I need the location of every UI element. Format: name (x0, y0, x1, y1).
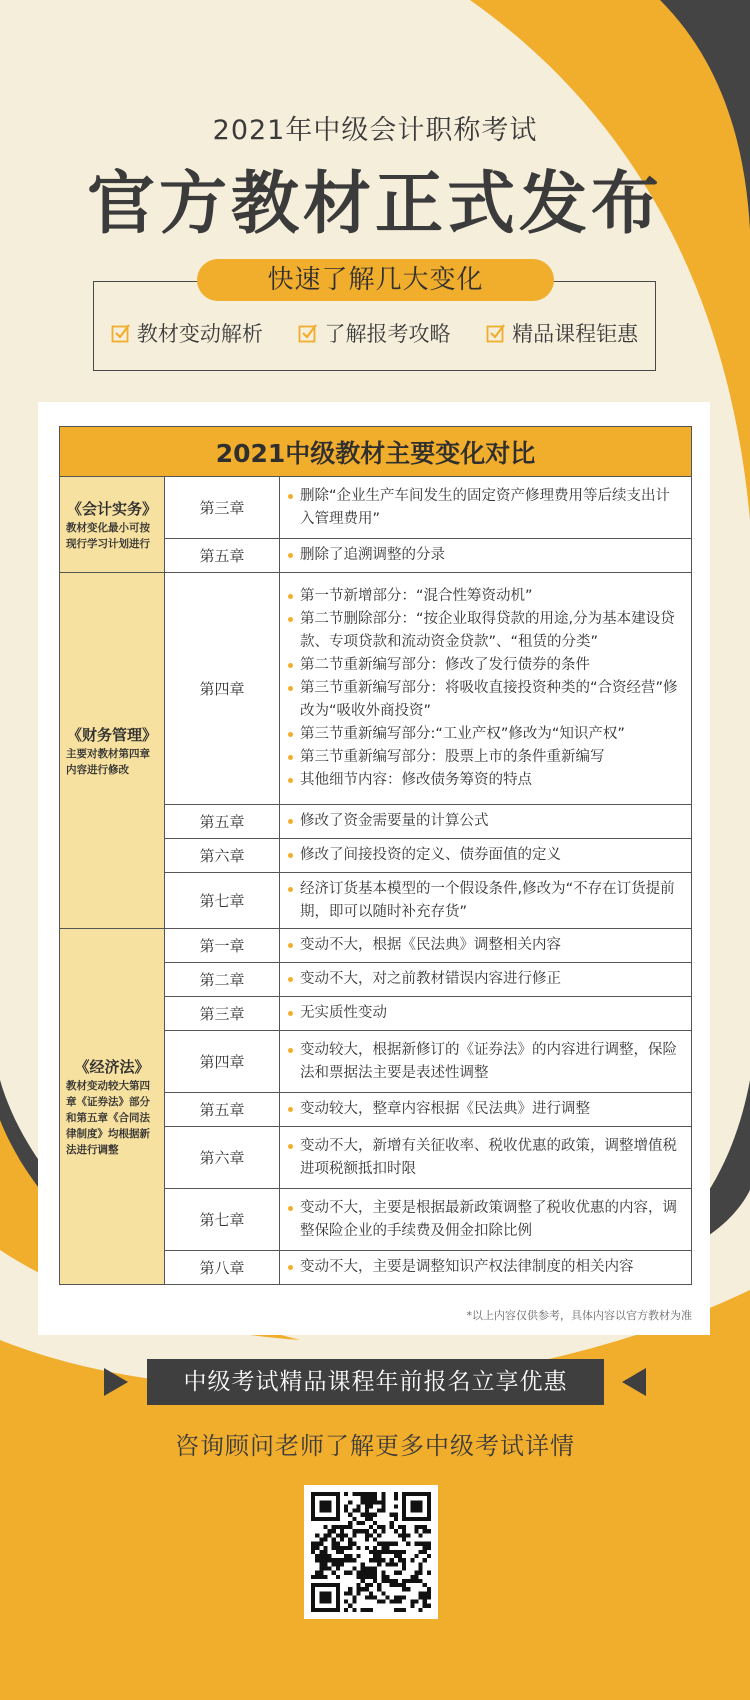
group-name: 《经济法》 (74, 1057, 150, 1076)
comparison-table (59, 426, 692, 1285)
list-item: 修改了资金需要量的计算公式 (288, 810, 683, 833)
chapter-cell: 第三章 (165, 997, 280, 1031)
group-name: 《财务管理》 (66, 725, 157, 744)
chapter-cell: 第六章 (165, 839, 280, 873)
content-cell (280, 477, 692, 539)
group-cell (60, 477, 165, 573)
list-item: 变动不大，对之前教材错误内容进行修正 (288, 968, 683, 991)
list-item: 修改了间接投资的定义、债券面值的定义 (288, 844, 683, 867)
table-row (60, 477, 692, 539)
chapter-cell: 第二章 (165, 963, 280, 997)
table-row (60, 573, 692, 805)
feature-item (111, 318, 263, 348)
check-box-icon (111, 323, 131, 343)
list-item: 删除“企业生产车间发生的固定资产修理费用等后续支出计入管理费用” (288, 485, 683, 531)
comparison-card (38, 402, 710, 1335)
content-cell (280, 1031, 692, 1093)
page-title: 官方教材正式发布 (86, 165, 663, 244)
content-cell (280, 1127, 692, 1189)
chapter-cell: 第五章 (165, 1093, 280, 1127)
cta-banner[interactable]: 中级考试精品课程年前报名立享优惠 (147, 1359, 604, 1405)
disclaimer: *以上内容仅供参考，具体内容以官方教材为准 (466, 1309, 692, 1322)
list-item: 变动不大，主要是调整知识产权法律制度的相关内容 (288, 1256, 683, 1279)
chapter-cell: 第一章 (165, 929, 280, 963)
list-item: 变动较大，根据新修订的《证券法》的内容进行调整，保险法和票据法主要是表述性调整 (288, 1039, 683, 1085)
list-item: 其他细节内容：修改债务筹资的特点 (288, 769, 683, 792)
feature-label: 了解报考攻略 (324, 322, 451, 346)
list-item: 变动较大，整章内容根据《民法典》进行调整 (288, 1098, 683, 1121)
chapter-cell: 第八章 (165, 1251, 280, 1285)
content-cell (280, 873, 692, 929)
arrow-left-icon (622, 1368, 646, 1396)
list-item: 变动不大，主要是根据最新政策调整了税收优惠的内容，调整保险企业的手续费及佣金扣除比例 (288, 1197, 683, 1243)
check-box-icon (486, 323, 506, 343)
list-item: 第二节删除部分：“按企业取得贷款的用途,分为基本建设贷款、专项贷款和流动资金贷款”、“租赁的分类” (288, 608, 683, 654)
chapter-cell: 第六章 (165, 1127, 280, 1189)
chapter-cell: 第五章 (165, 805, 280, 839)
group-cell (60, 573, 165, 929)
chapter-cell: 第七章 (165, 873, 280, 929)
list-item: 变动不大，根据《民法典》调整相关内容 (288, 934, 683, 957)
list-item: 第三节重新编写部分：股票上市的条件重新编写 (288, 746, 683, 769)
chapter-cell: 第四章 (165, 1031, 280, 1093)
content-cell (280, 1251, 692, 1285)
content-cell (280, 805, 692, 839)
list-item: 第二节重新编写部分：修改了发行债券的条件 (288, 654, 683, 677)
content-cell (280, 1189, 692, 1251)
content-cell (280, 539, 692, 573)
content-cell (280, 1093, 692, 1127)
list-item: 第三节重新编写部分:“工业产权”修改为“知识产权” (288, 723, 683, 746)
content-cell (280, 997, 692, 1031)
list-item: 变动不大，新增有关征收率、税收优惠的政策，调整增值税进项税额抵扣时限 (288, 1135, 683, 1181)
content-cell (280, 839, 692, 873)
content-cell (280, 573, 692, 805)
group-note: 教材变动较大第四章《证券法》部分和第五章《合同法律制度》均根据新法进行调整 (66, 1079, 150, 1156)
list-item: 经济订货基本模型的一个假设条件,修改为“不存在订货提前期，即可以随时补充存货” (288, 878, 683, 924)
chapter-cell: 第五章 (165, 539, 280, 573)
arrow-right-icon (104, 1368, 128, 1396)
check-box-icon (298, 323, 318, 343)
table-title: 2021中级教材主要变化对比 (60, 427, 692, 477)
exam-subtitle: 2021年中级会计职称考试 (212, 115, 538, 146)
consult-text: 咨询顾问老师了解更多中级考试详情 (175, 1432, 575, 1460)
group-cell (60, 929, 165, 1285)
list-item: 第一节新增部分：“混合性筹资动机” (288, 585, 683, 608)
content-cell (280, 929, 692, 963)
chapter-cell: 第七章 (165, 1189, 280, 1251)
chapter-cell: 第四章 (165, 573, 280, 805)
feature-label: 精品课程钜惠 (512, 322, 639, 346)
list-item: 第三节重新编写部分：将吸收直接投资种类的“合资经营”修改为“吸收外商投资” (288, 677, 683, 723)
list-item: 无实质性变动 (288, 1002, 683, 1025)
changes-pill-label: 快速了解几大变化 (197, 259, 554, 301)
group-note: 主要对教材第四章内容进行修改 (66, 747, 150, 776)
table-row (60, 929, 692, 963)
feature-label: 教材变动解析 (136, 322, 263, 346)
qr-code[interactable] (304, 1485, 438, 1619)
content-cell (280, 963, 692, 997)
list-item: 删除了追溯调整的分录 (288, 544, 683, 567)
qr-code-icon (311, 1492, 431, 1612)
feature-list (93, 318, 656, 348)
group-name: 《会计实务》 (66, 499, 157, 518)
feature-item (486, 318, 638, 348)
feature-item (298, 318, 450, 348)
group-note: 教材变化最小可按现行学习计划进行 (66, 521, 150, 550)
chapter-cell: 第三章 (165, 477, 280, 539)
